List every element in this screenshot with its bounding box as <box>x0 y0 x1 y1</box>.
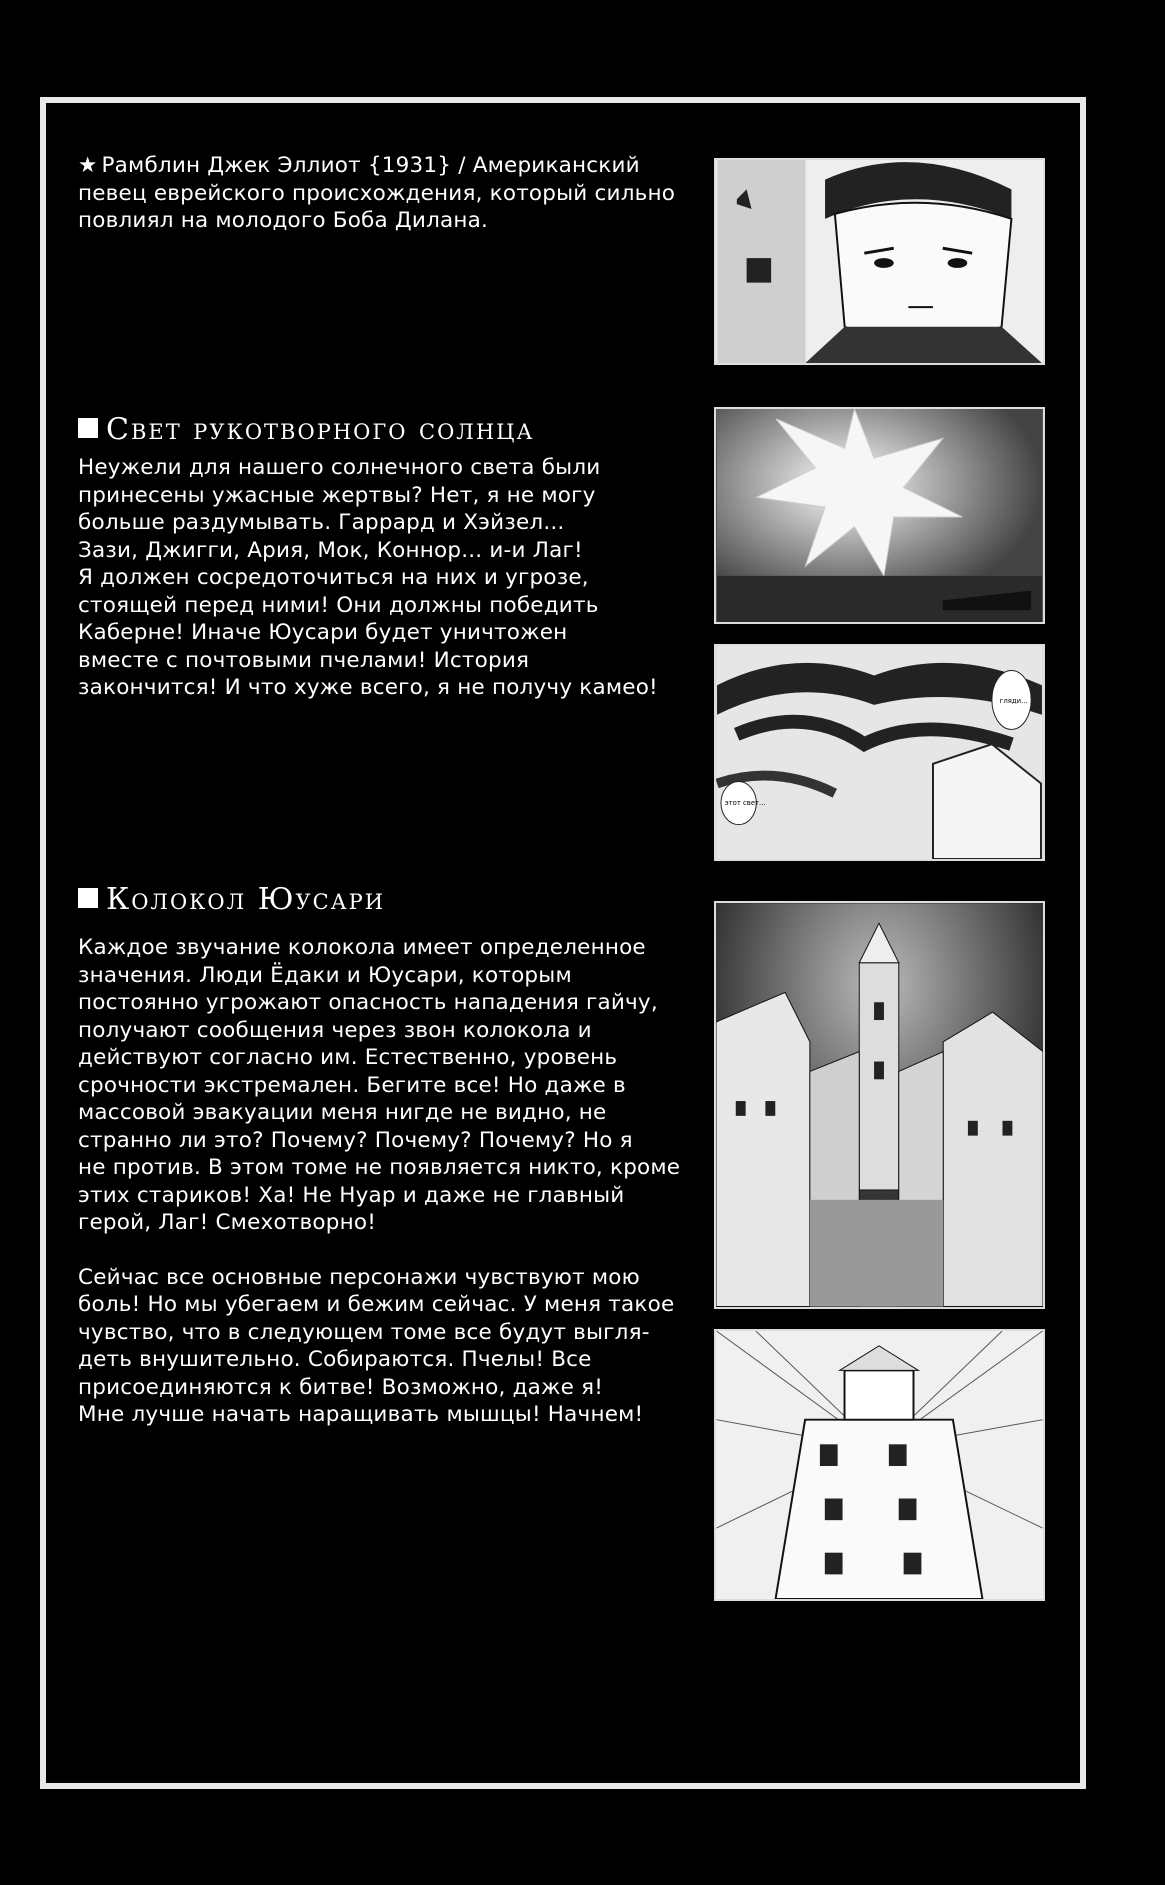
section-heading-bell <box>78 882 385 917</box>
speech-bubble-text: гляди... <box>999 696 1028 705</box>
speech-bubble-text: этот свет... <box>724 799 766 808</box>
manga-panel-dome <box>714 644 1045 861</box>
square-bullet-icon <box>78 418 98 438</box>
footnote <box>78 152 688 235</box>
sun-illustration <box>716 409 1043 622</box>
character-illustration <box>716 160 1043 363</box>
dome-illustration <box>716 646 1043 859</box>
town-illustration <box>716 903 1043 1307</box>
section-title: Колокол Юусари <box>106 882 386 917</box>
section-title: Свет рукотворного солнца <box>106 412 535 447</box>
star-icon: ★ <box>78 153 98 178</box>
section-heading-artificial-sun <box>78 412 534 447</box>
tower-illustration <box>716 1331 1043 1599</box>
footnote-text: Рамблин Джек Эллиот {1931} / Американский певец еврейского происхождения, который сильно повлиял на молодого Боба Дилана. <box>78 153 676 233</box>
square-bullet-icon <box>78 888 98 908</box>
manga-panel-character <box>714 158 1045 365</box>
section-body-artificial-sun <box>78 454 688 702</box>
section-paragraph: Сейчас все основные персонажи чувствуют мою боль! Но мы убегаем и бежим сейчас. У меня такое чувство, что в следующем томе все будут выгля- деть внушительно. Собираются. Пчелы! Все присоединяются к битве! Возможно, даже я! Мне лучше начать наращивать мышцы! Начнем! <box>78 1264 675 1427</box>
manga-panel-tower <box>714 1329 1045 1601</box>
section-paragraph: Неужели для нашего солнечного света были принесены ужасные жертвы? Нет, я не могу больше раздумывать. Гаррард и Хэйзел... Зази, Джигги, Ария, Мок, Коннор... и-и Лаг! Я должен сосредоточиться на них и угрозе, стоящей перед ними! Они должны победить Каберне! Иначе Юусари будет уничтожен вместе с почтовыми пчелами! История закончится! И что хуже всего, я не получу камео! <box>78 455 658 700</box>
manga-panel-artificial-sun <box>714 407 1045 624</box>
section-body-bell <box>78 934 688 1429</box>
manga-panel-town <box>714 901 1045 1309</box>
section-paragraph: Каждое звучание колокола имеет определенное значения. Люди Ёдаки и Юусари, которым постоянно угрожают опасность нападения гайчу, получают сообщения через звон колокола и действуют согласно им. Естественно, уровень срочности экстремален. Бегите все! Но даже в массовой эвакуации меня нигде не видно, не странно ли это? Почему? Почему? Почему? Но я не против. В этом томе не появляется никто, кроме этих стариков! Ха! Не Нуар и даже не главный герой, Лаг! Смехотворно! <box>78 935 681 1235</box>
